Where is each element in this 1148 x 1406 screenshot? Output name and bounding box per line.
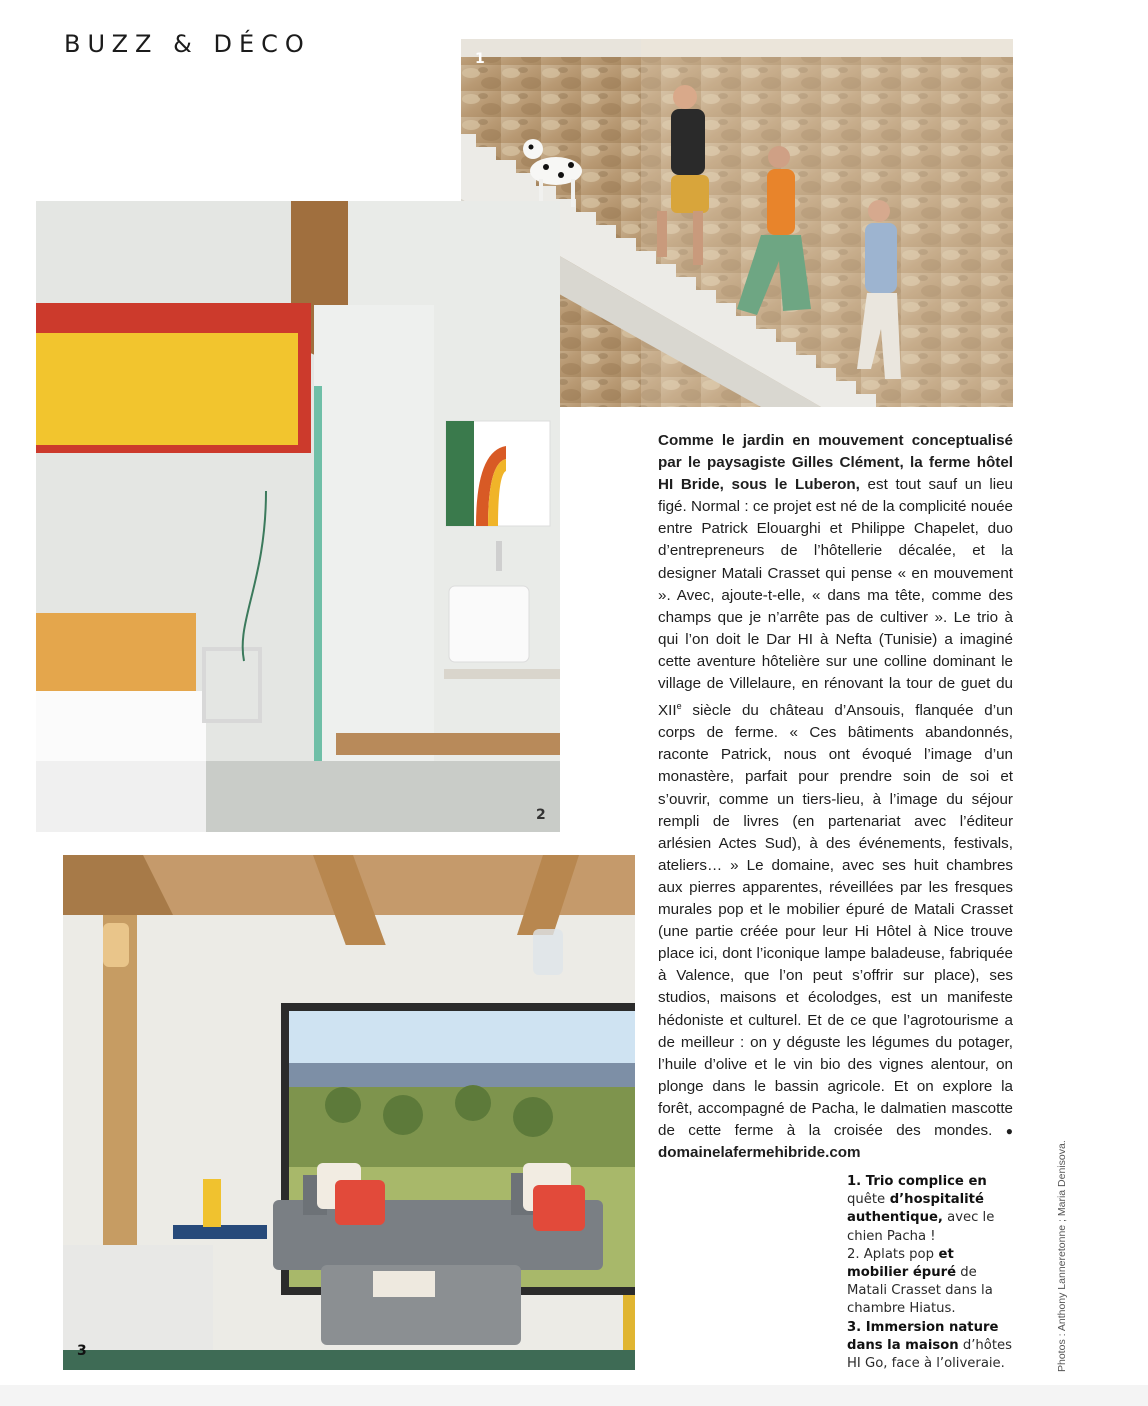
website-link[interactable]: domainelafermehibride.com [658, 1144, 861, 1162]
photo-number-1: 1 [475, 51, 485, 67]
article-text-2: siècle du château d’Ansouis, flanquée d’un corps de ferme. « Ces bâtiments abandonnés, raconte Patrick, nous ont évoqué l’image d’un monastère, parfait pour prendre soin de soi et s’ouvrir, comme un tiers-lieu, à l’image du séjour rempli de livres (en partenariat avec l’éditeur arlésien Actes Sud), à des événements, festivals, ateliers… » Le domaine, avec ses huit chambres aux pierres apparentes, réveillées par les fresques murales pop et le mobilier épuré de Matali Crasset (une partie créée pour leur Hi Hôtel à Nice trouve place ici, dont l’iconique lampe baladeuse, fabriquée à Valence, que l’on peut s’offrir sur place), ses studios, maisons et écolodges, est un manifeste hédoniste et culturel. Et de ce que l’agrotourisme a de meilleur : on y déguste les légumes du potager, l’huile d’olive et le vin bio des vignes alentour, on plonge dans le bassin agricole. Et on explore la forêt, accompagné de Pacha, le dalmatien mascotte de cette ferme à la croisée des mondes. [658, 702, 1013, 1139]
bullet-icon: ● [1005, 1123, 1013, 1138]
caption-1-regular-a: quête [847, 1192, 886, 1208]
page-bottom-strip [0, 1385, 1148, 1406]
caption-1-regular-b: avec le chien Pacha ! [847, 1210, 995, 1244]
photo-credit: Photos : Anthony Lanneretonne ; Maria Denisova. [1056, 1140, 1068, 1372]
caption-1-bold-a: 1. Trio complice en [847, 1174, 987, 1189]
article-lead: Comme le jardin en mouvement conceptualisé par le paysagiste Gilles Clément, la ferme hôtel HI Bride, sous le Luberon, [658, 432, 1013, 494]
photo-number-2: 2 [536, 807, 546, 823]
photo-living-room [63, 855, 635, 1370]
photo-bedroom [36, 201, 560, 832]
living-room-illustration [63, 855, 635, 1370]
caption-2-regular-a: 2. Aplats pop [847, 1246, 934, 1262]
photo-captions [847, 1173, 1017, 1373]
century-superscript: e [676, 701, 682, 712]
article-body [658, 430, 1013, 1164]
caption-2-bold-a: et mobilier épuré [847, 1246, 957, 1281]
caption-3-regular-a: d’hôtes HI Go, face à l’oliveraie. [847, 1337, 1012, 1372]
caption-2-regular-b: de Matali Crasset dans la chambre Hiatus. [847, 1265, 993, 1317]
bedroom-illustration [36, 201, 560, 832]
caption-3-bold-a: 3. Immersion nature dans la maison [847, 1319, 999, 1353]
section-title: BUZZ & DÉCO [64, 30, 311, 58]
caption-1-bold-b: d’hospitalité authentique, [847, 1192, 984, 1226]
photo-number-3: 3 [77, 1343, 87, 1359]
article-text-1: est tout sauf un lieu figé. Normal : ce projet est né de la complicité nouée entre Patrick Elouarghi et Philippe Chapelet, duo d’entrepreneurs de l’hôtellerie décalée, et la designer Matali Crasset qui pense « en mouvement ». Avec, ajoute-t-elle, « dans ma tête, comme des champs que je n’arrête pas de cultiver ». Le trio à qui l’on doit le Dar HI à Nefta (Tunisie) a imaginé cette aventure hôtelière sur une colline dominant le village de Villelaure, en rénovant la tour de guet du XII [658, 476, 1013, 720]
